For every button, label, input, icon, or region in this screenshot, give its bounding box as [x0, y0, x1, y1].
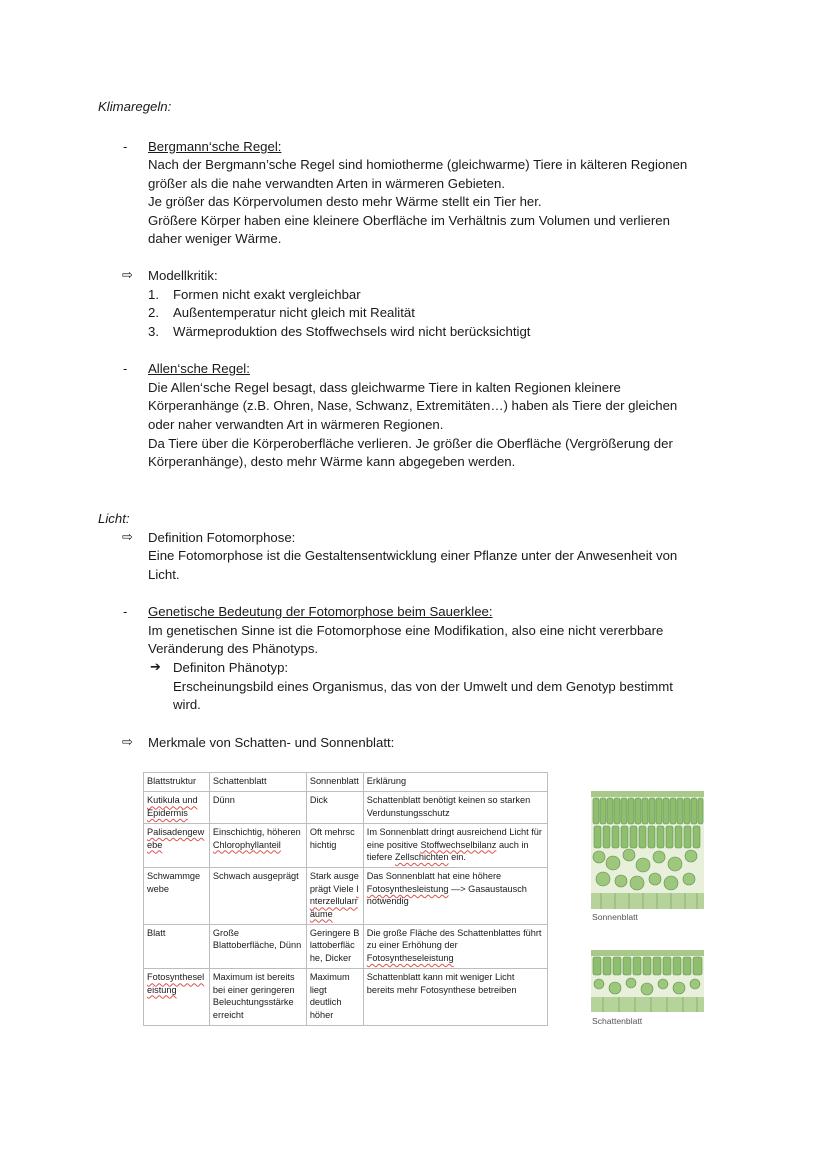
- genetisch-title: Genetische Bedeutung der Fotomorphose beim Sauerklee:: [148, 604, 493, 619]
- allen-bullet: -: [123, 361, 128, 376]
- bergmann-line: Nach der Bergmann’sche Regel sind homiotherme (gleichwarme) Tiere in kälteren Regionen: [148, 157, 688, 172]
- modellkritik-title: Modellkritik:: [148, 268, 218, 283]
- allen-line: oder naher verwandten Art in wärmeren Regionen.: [148, 417, 444, 432]
- allen-title: Allen‘sche Regel:: [148, 361, 250, 376]
- phaenotyp-title: Definiton Phänotyp:: [173, 660, 289, 675]
- bergmann-line: Je größer das Körpervolumen desto mehr Wärme stellt ein Tier her.: [148, 194, 542, 209]
- table-cell: Oft mehrschichtig: [306, 824, 363, 868]
- table-cell: Schattenblatt benötigt keinen so starken Verdunstungsschutz: [363, 792, 547, 824]
- table-header-row: [144, 773, 548, 792]
- schattenblatt-image: [591, 950, 704, 1012]
- sonnenblatt-caption: Sonnenblatt: [592, 912, 638, 922]
- sonnenblatt-image: [591, 791, 704, 909]
- table-cell: Dünn: [209, 792, 306, 824]
- bergmann-line: Größere Körper haben eine kleinere Oberfläche im Verhältnis zum Volumen und verlieren: [148, 213, 670, 228]
- table-cell: Schwammgewebe: [144, 868, 210, 925]
- table-row: [144, 969, 548, 1026]
- merkmale-title: Merkmale von Schatten- und Sonnenblatt:: [148, 735, 395, 750]
- allen-line: Körperanhänge), desto mehr Wärme kann abgegeben werden.: [148, 454, 516, 469]
- licht-heading: Licht:: [98, 511, 130, 526]
- table-header: Blattstruktur: [144, 773, 210, 792]
- table-cell: Maximum ist bereits bei einer geringeren Beleuchtungsstärke erreicht: [209, 969, 306, 1026]
- phaenotyp-line: Erscheinungsbild eines Organismus, das von der Umwelt und dem Genotyp bestimmt: [173, 679, 673, 694]
- table-cell: Im Sonnenblatt dringt ausreichend Licht für eine positive Stoffwechselbilanz auch in tiefere Zellschichten ein.: [363, 824, 547, 868]
- table-cell: Kutikula und Epidermis: [144, 792, 210, 824]
- table-header: Schattenblatt: [209, 773, 306, 792]
- table-row: [144, 868, 548, 925]
- table-cell: Schwach ausgeprägt: [209, 868, 306, 925]
- allen-line: Da Tiere über die Körperoberfläche verlieren. Je größer die Oberfläche (Vergrößerung der: [148, 436, 673, 451]
- arrow-icon: ⇨: [122, 267, 133, 282]
- genetisch-line: Veränderung des Phänotyps.: [148, 641, 319, 656]
- fotomorphose-title: Definition Fotomorphose:: [148, 530, 296, 545]
- allen-line: Körperanhänge (z.B. Ohren, Nase, Schwanz, Extremitäten…) haben als Tiere der gleichen: [148, 398, 678, 413]
- merkmale-table: [143, 772, 548, 1026]
- table-cell: Stark ausgeprägt Viele Interzellularräume: [306, 868, 363, 925]
- bergmann-line: größer als die nahe verwandten Arten in wärmeren Gebieten.: [148, 176, 505, 191]
- phaenotyp-line: wird.: [173, 697, 201, 712]
- modellkritik-item: 2. Außentemperatur nicht gleich mit Realität: [148, 305, 415, 320]
- table-cell: Blatt: [144, 925, 210, 969]
- table-cell: Einschichtig, höheren Chlorophyllanteil: [209, 824, 306, 868]
- table-cell: Die große Fläche des Schattenblattes führt zu einer Erhöhung der Fotosyntheseleistung: [363, 925, 547, 969]
- arrow-icon: ⇨: [122, 529, 133, 544]
- table-cell: Dick: [306, 792, 363, 824]
- modellkritik-item: 3. Wärmeproduktion des Stoffwechsels wird nicht berücksichtigt: [148, 324, 531, 339]
- modellkritik-item: 1. Formen nicht exakt vergleichbar: [148, 287, 361, 302]
- table-cell: Fotosyntheseleistung: [144, 969, 210, 1026]
- table-row: [144, 792, 548, 824]
- table-cell: Geringere Blattoberfläche, Dicker: [306, 925, 363, 969]
- fotomorphose-line: Eine Fotomorphose ist die Gestaltensentwicklung einer Pflanze unter der Anwesenheit von: [148, 548, 678, 563]
- table-header: Erklärung: [363, 773, 547, 792]
- table-cell: Große Blattoberfläche, Dünn: [209, 925, 306, 969]
- klimaregeln-heading: Klimaregeln:: [98, 99, 172, 114]
- schattenblatt-caption: Schattenblatt: [592, 1016, 643, 1026]
- table-cell: Das Sonnenblatt hat eine höhere Fotosynthesleistung —> Gasaustausch notwendig: [363, 868, 547, 925]
- arrow-icon: ⇨: [122, 734, 133, 749]
- genetisch-bullet: -: [123, 604, 128, 619]
- table-cell: Schattenblatt kann mit weniger Licht bereits mehr Fotosynthese betreiben: [363, 969, 547, 1026]
- fotomorphose-line: Licht.: [148, 567, 180, 582]
- bergmann-line: daher weniger Wärme.: [148, 231, 282, 246]
- table-row: [144, 925, 548, 969]
- bergmann-title: Bergmann‘sche Regel:: [148, 139, 282, 154]
- bergmann-bullet: -: [123, 139, 128, 154]
- genetisch-line: Im genetischen Sinne ist die Fotomorphose eine Modifikation, also eine nicht vererbbare: [148, 623, 664, 638]
- allen-line: Die Allen‘sche Regel besagt, dass gleichwarme Tiere in kalten Regionen kleinere: [148, 380, 621, 395]
- table-cell: Palisadengewebe: [144, 824, 210, 868]
- table-header: Sonnenblatt: [306, 773, 363, 792]
- table-cell: Maximum liegt deutlich höher: [306, 969, 363, 1026]
- table-row: [144, 824, 548, 868]
- bold-arrow-icon: ➔: [150, 659, 161, 674]
